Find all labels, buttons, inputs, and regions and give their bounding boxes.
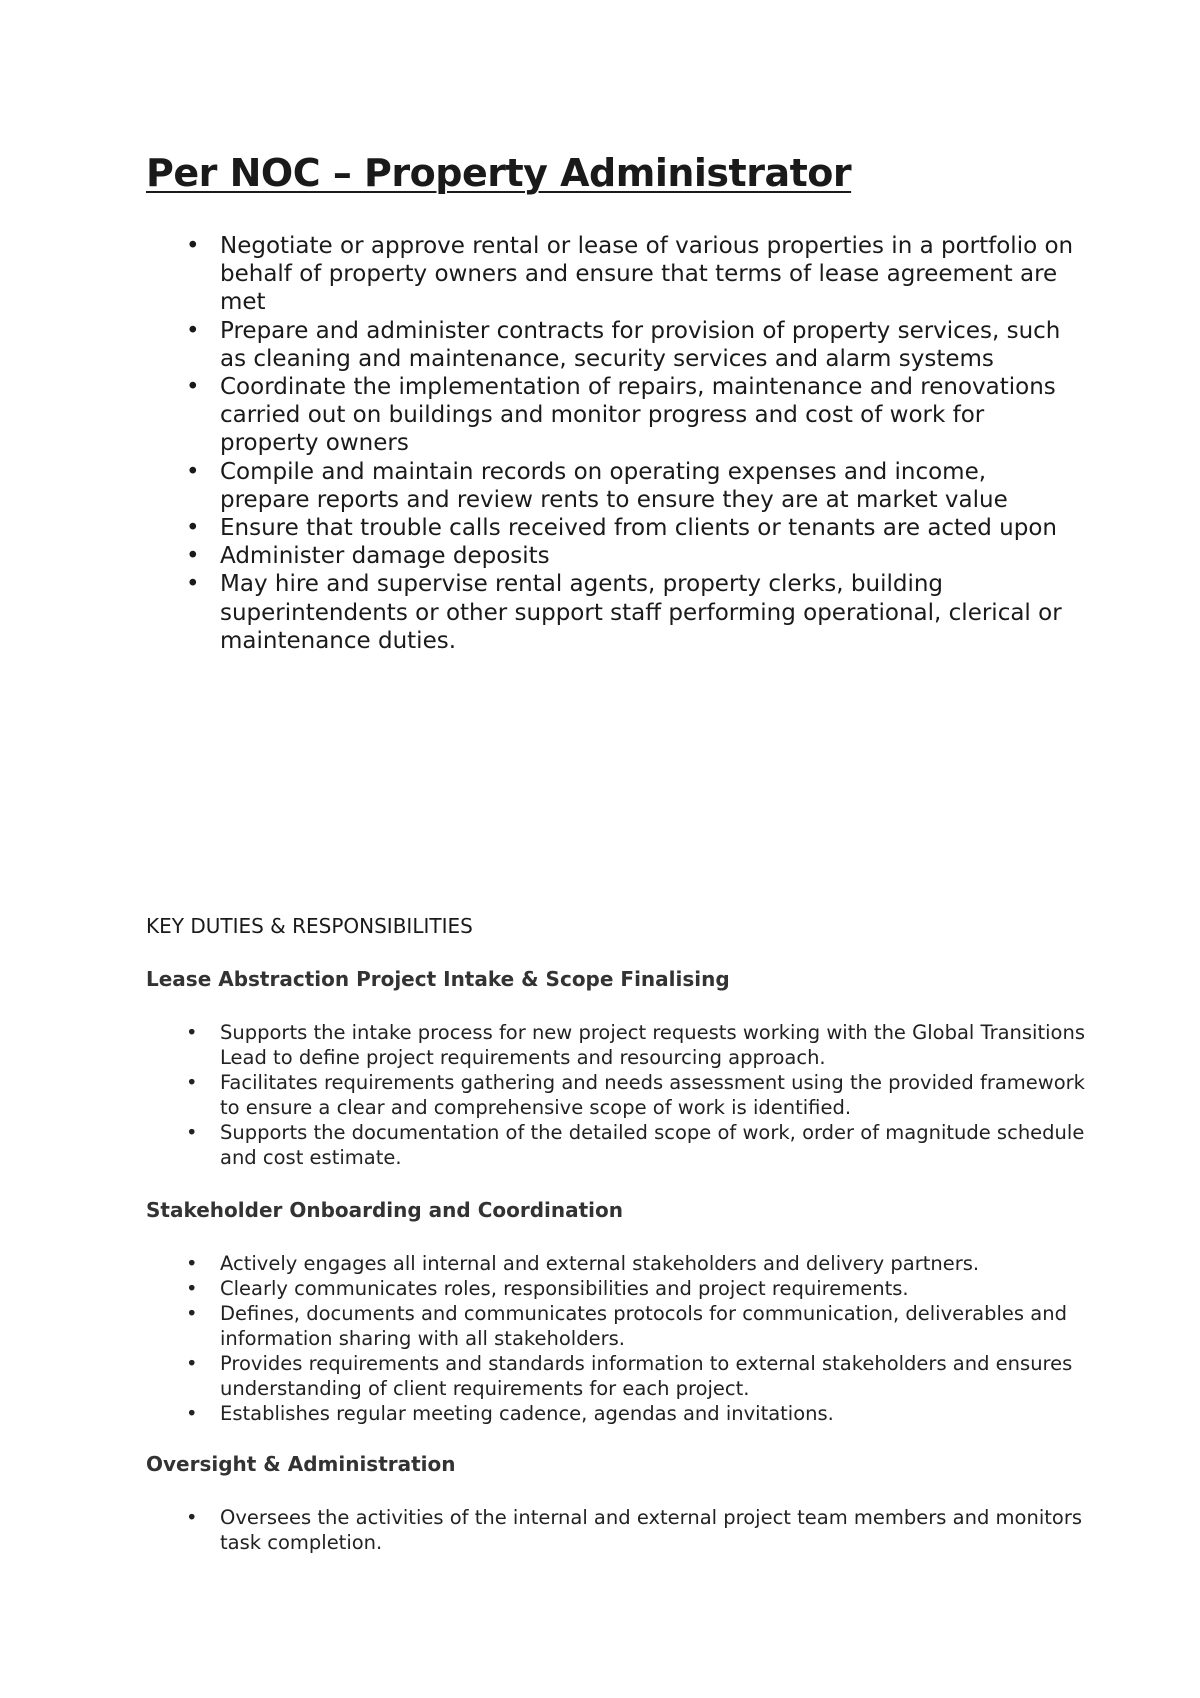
list-item-text: Coordinate the implementation of repairs, maintenance and renovations carried out on buildings and monitor progress and cost of work for property owners — [220, 374, 1056, 457]
list-item-text: Establishes regular meeting cadence, agendas and invitations. — [220, 1402, 834, 1425]
bullet-icon: • — [186, 515, 200, 542]
list-item-text: Facilitates requirements gathering and needs assessment using the provided framework to ensure a clear and comprehensive scope of work is identified. — [220, 1071, 1085, 1119]
section-heading-oversight-administration: Oversight & Administration — [146, 1452, 456, 1476]
list-item-text: Oversees the activities of the internal and external project team members and monitors task completion. — [220, 1506, 1082, 1554]
list-item — [146, 1401, 1086, 1426]
list-item-text: Actively engages all internal and external stakeholders and delivery partners. — [220, 1252, 980, 1275]
list-item-text: May hire and supervise rental agents, property clerks, building superintendents or other support staff performing operational, clerical or maintenance duties. — [220, 571, 1062, 654]
list-item — [146, 514, 1076, 542]
list-item — [146, 1070, 1086, 1120]
bullet-icon: • — [186, 1252, 198, 1275]
list-item — [146, 1120, 1086, 1170]
list-item — [146, 1020, 1086, 1070]
list-item-text: Provides requirements and standards information to external stakeholders and ensures understanding of client requirements for each project. — [220, 1352, 1073, 1400]
list-item — [146, 1276, 1086, 1301]
list-item — [146, 1301, 1086, 1351]
list-item-text: Administer damage deposits — [220, 543, 550, 570]
list-item — [146, 1251, 1086, 1276]
bullet-icon: • — [186, 1277, 198, 1300]
section-items-list — [146, 1505, 1086, 1555]
bullet-icon: • — [186, 571, 200, 598]
section-items-list — [146, 1020, 1086, 1170]
list-item — [146, 542, 1076, 570]
bullet-icon: • — [186, 1121, 198, 1144]
list-item — [146, 373, 1076, 458]
list-item — [146, 1351, 1086, 1401]
section-lease-abstraction — [146, 1020, 1086, 1170]
key-duties-heading: KEY DUTIES & RESPONSIBILITIES — [146, 914, 473, 938]
bullet-icon: • — [186, 543, 200, 570]
list-item — [146, 458, 1076, 514]
bullet-icon: • — [186, 1352, 198, 1375]
section-oversight-administration — [146, 1505, 1086, 1555]
bullet-icon: • — [186, 374, 200, 401]
list-item-text: Supports the intake process for new project requests working with the Global Transitions Lead to define project requirements and resourcing approach. — [220, 1021, 1085, 1069]
list-item — [146, 317, 1076, 373]
section-items-list — [146, 1251, 1086, 1426]
bullet-icon: • — [186, 1021, 198, 1044]
section-heading-lease-abstraction: Lease Abstraction Project Intake & Scope Finalising — [146, 967, 730, 991]
list-item — [146, 232, 1076, 317]
page-title: Per NOC – Property Administrator — [146, 151, 852, 195]
list-item-text: Supports the documentation of the detailed scope of work, order of magnitude schedule and cost estimate. — [220, 1121, 1085, 1169]
noc-duties-list — [146, 232, 1076, 655]
list-item-text: Defines, documents and communicates protocols for communication, deliverables and information sharing with all stakeholders. — [220, 1302, 1067, 1350]
bullet-icon: • — [186, 317, 200, 344]
bullet-icon: • — [186, 458, 200, 485]
list-item-text: Prepare and administer contracts for provision of property services, such as cleaning and maintenance, security services and alarm systems — [220, 317, 1061, 372]
bullet-icon: • — [186, 1506, 198, 1529]
bullet-icon: • — [186, 233, 200, 259]
list-item — [146, 570, 1076, 655]
list-item-text: Ensure that trouble calls received from clients or tenants are acted upon — [220, 515, 1057, 542]
bullet-icon: • — [186, 1302, 198, 1325]
list-item-text: Clearly communicates roles, responsibilities and project requirements. — [220, 1277, 909, 1300]
bullet-icon: • — [186, 1071, 198, 1094]
list-item-text: Negotiate or approve rental or lease of various properties in a portfolio on behalf of property owners and ensure that terms of lease agreement are met — [220, 233, 1074, 316]
list-item-text: Compile and maintain records on operating expenses and income, prepare reports and review rents to ensure they are at market value — [220, 458, 1008, 513]
section-stakeholder-onboarding — [146, 1251, 1086, 1426]
bullet-icon: • — [186, 1402, 198, 1425]
section-heading-stakeholder-onboarding: Stakeholder Onboarding and Coordination — [146, 1198, 624, 1222]
list-item — [146, 1505, 1086, 1555]
